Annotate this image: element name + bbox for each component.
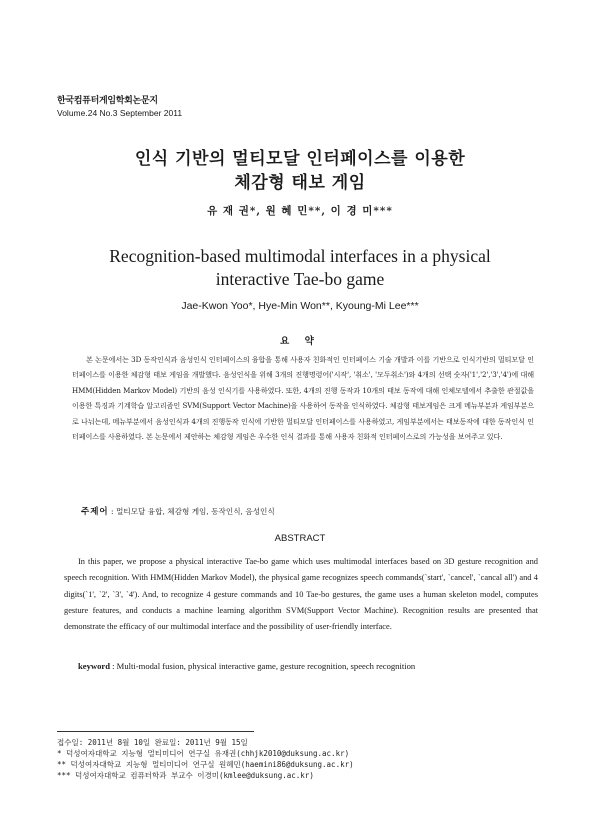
english-authors: Jae-Kwon Yoo*, Hye-Min Won**, Kyoung-Mi Lee*** (181, 300, 419, 312)
korean-keywords-text: : 멀티모달 융합, 체감형 게임, 동작인식, 음성인식 (108, 507, 275, 516)
english-abstract-heading: ABSTRACT (274, 533, 326, 544)
korean-authors: 유 재 권*, 원 혜 민**, 이 경 미*** (207, 205, 393, 217)
footnote-author2: ** 덕성여자대학교 지능형 멀티미디어 연구실 원혜민(haemini86@duksung.ac.kr) (57, 760, 354, 769)
english-title-line1: Recognition-based multimodal interfaces in a physical (109, 246, 491, 266)
journal-header (57, 95, 182, 119)
footnotes (57, 737, 354, 781)
korean-title (0, 147, 600, 195)
english-keywords (78, 661, 415, 671)
korean-title-line2: 체감형 태보 게임 (234, 173, 366, 193)
english-title-line2: interactive Tae-bo game (215, 269, 385, 289)
korean-keywords (81, 505, 275, 517)
korean-abstract-heading: 요 약 (280, 336, 320, 347)
journal-volume: Volume.24 No.3 September 2011 (57, 108, 183, 118)
footnote-divider (57, 731, 254, 732)
footnote-author3: *** 덕성여자대학교 컴퓨터학과 부교수 이경미(kmlee@duksung.ac.kr) (57, 771, 314, 780)
korean-keywords-label: 주제어 (81, 507, 109, 517)
korean-abstract-body: 본 논문에서는 3D 동작인식과 음성인식 인터페이스의 융합을 통해 사용자 친화적인 인터페이스 기술 개발과 이를 기반으로 인식기반의 멀티모달 인터페이스를 이용한 체감형 태보 게임을 개발했다. 음성인식을 위해 3개의 진행명령어('시작', '취소', '모두취소')와 4개의 선택 숫자('1','2','3','4')에 대해 HMM(Hidden Markov Model) 기반의 음성 인식기를 사용하였다. 또한, 4개의 진행 동작과 10개의 태보 동작에 대해 인체모델에서 추출한 관절값을 이용한 특징과 기계학습 알고리즘인 SVM(Support Vector Machine)을 사용하여 동작을 인식하였다. 체감형 태보게임은 크게 메뉴부분과 게임부분으로 나눠는데, 메뉴부분에서 음성인식과 4개의 진행동작 인식에 기반한 멀티모달 인터페이스를 사용하였고, 게임부분에서는 태보동작에 대한 동작인식 인터페이스를 사용하였다. 본 논문에서 제안하는 체감형 게임은 우수한 인식 결과를 통해 사용자 친화적 인터페이스로의 가능성을 보여주고 있다. (72, 355, 534, 442)
english-title (0, 245, 600, 291)
footnote-author1: * 덕성여자대학교 지능형 멀티미디어 연구실 유재권(chhjk2010@duksung.ac.kr) (57, 749, 350, 758)
english-abstract-body: In this paper, we propose a physical interactive Tae-bo game which uses multimodal interfaces based on 3D gesture recognition and speech recognition. With HMM(Hidden Markov Model), the physical game recognizes speech commands(`start', `cancel', `cancal all') and 4 digits(`1', `2', `3', `4'). And, to recognize 4 gesture commands and 10 Tae-bo gestures, the game uses a human skeleton model, computes gesture features, and conducts a machine learning algorithm SVM(Support Vector Machine). Recognition results are presented that demonstrate the efficacy of our multimodal interface and the possibility of user-friendly interface. (64, 557, 538, 632)
english-keywords-label: keyword (78, 661, 110, 671)
journal-name: 한국컴퓨터게임학회논문지 (57, 96, 158, 106)
english-keywords-text: : Multi-modal fusion, physical interactive game, gesture recognition, speech recognition (110, 661, 416, 671)
footnote-dates: 접수일: 2011년 8월 10일 완료일: 2011년 9월 15일 (57, 738, 248, 747)
korean-title-line1: 인식 기반의 멀티모달 인터페이스를 이용한 (134, 149, 466, 169)
